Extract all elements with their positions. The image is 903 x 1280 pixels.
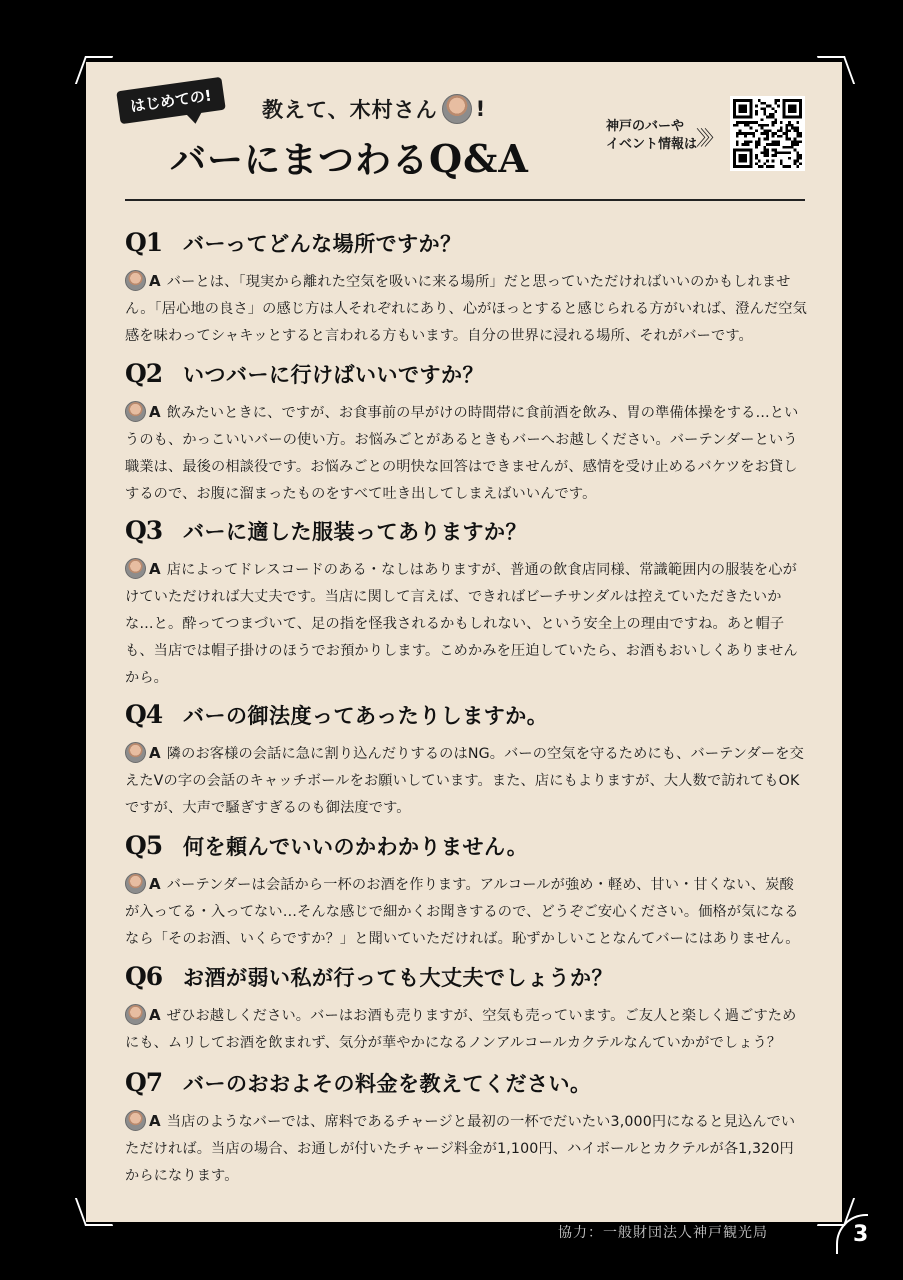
question-number: Q7 <box>125 1068 163 1097</box>
answer-mark: A <box>149 1112 161 1130</box>
question-number: Q5 <box>125 831 163 860</box>
question-text: バーのおおよその料金を教えてください。 <box>183 1072 592 1096</box>
intro-badge: はじめての! <box>116 77 225 124</box>
question-number: Q2 <box>125 359 163 388</box>
answer-paragraph <box>125 268 807 350</box>
answer-text: 店によってドレスコードのある・なしはありますが、普通の飲食店同様、常識範囲内の服装を心がけていただければ大丈夫です。当店に関して言えば、できればビーチサンダルは控えていただきたいかな…と。酔ってつまづいて、足の指を怪我されるかもしれない、という安全上の理由ですね。あと帽子も、当店では帽子掛けのほうでお預かりします。こめかみを圧迫していたら、お酒もおいしくありませんから。 <box>125 562 798 686</box>
kimura-avatar-icon <box>125 1004 146 1025</box>
question-text: お酒が弱い私が行っても大丈夫でしょうか？ <box>183 966 613 990</box>
answer-text: バーとは、「現実から離れた空気を吸いに来る場所」だと思っていただければいいのかもしれません。「居心地の良さ」の感じ方は人それぞれにあり、心がほっとすると感じられる方がいれば、澄んだ空気感を味わってシャキッとすると言われる方もいます。自分の世界に浸れる場所、それがバーです。 <box>125 274 807 344</box>
question-line <box>125 962 807 998</box>
answer-text: 隣のお客様の会話に急に割り込んだりするのはNG。バーの空気を守るためにも、バーテンダーを交えたVの字の会話のキャッチボールをお願いしています。また、店にもよりますが、大人数で訪れてもOKですが、大声で騒ぎすぎるのも御法度です。 <box>125 746 804 816</box>
page-number: 3 <box>853 1222 869 1247</box>
kimura-avatar-icon <box>125 873 146 894</box>
question-line <box>125 516 807 552</box>
kimura-avatar-icon <box>125 558 146 579</box>
answer-mark: A <box>149 560 161 578</box>
question-text: 何を頼んでいいのかわかりません。 <box>183 835 529 859</box>
answer-text: 飲みたいときに、ですが、お食事前の早がけの時間帯に食前酒を飲み、胃の準備体操をする…というのも、かっこいいバーの使い方。お悩みごとがあるときもバーへお越しください。バーテンダーという職業は、最後の相談役です。お悩みごとの明快な回答はできませんが、感情を受け止めるバケツをお貸しするので、お腹に溜まったものをすべて吐き出してしまえばいいんです。 <box>125 405 799 502</box>
kimura-avatar-icon <box>125 1110 146 1131</box>
question-line <box>125 228 807 264</box>
kimura-avatar-icon <box>125 401 146 422</box>
qa-item-3 <box>125 516 807 692</box>
qr-code-icon <box>733 99 802 168</box>
answer-mark: A <box>149 875 161 893</box>
answer-text: バーテンダーは会話から一杯のお酒を作ります。アルコールが強め・軽め、甘い・甘くない、炭酸が入ってる・入ってない…そんな感じで細かくお聞きするので、どうぞご安心ください。価格が気になるなら「そのお酒、いくらですか？」と聞いていただければ。恥ずかしいことなんてバーにはありません。 <box>125 877 800 947</box>
answer-mark: A <box>149 272 161 290</box>
question-text: バーの御法度ってあったりしますか。 <box>183 704 549 728</box>
page-title <box>170 132 529 183</box>
qa-item-1 <box>125 228 807 350</box>
question-text: いつバーに行けばいいですか？ <box>183 363 484 387</box>
question-number: Q3 <box>125 516 163 545</box>
info-line-1: 神戸のバーや <box>606 119 685 134</box>
event-info-label <box>606 118 697 154</box>
title-main: バーにまつわる <box>170 140 430 181</box>
chevron-right-icon: 〉〉〉 <box>696 126 718 150</box>
answer-text: ぜひお越しください。バーはお酒も売りますが、空気も売っています。ご友人と楽しく過ごすためにも、ムリしてお酒を飲まれず、気分が華やかになるノンアルコールカクテルなんていかがでしょう？ <box>125 1008 797 1051</box>
question-line <box>125 1068 807 1104</box>
kimura-avatar-icon <box>125 270 146 291</box>
answer-paragraph <box>125 1002 807 1057</box>
question-number: Q6 <box>125 962 163 991</box>
question-line <box>125 700 807 736</box>
question-number: Q1 <box>125 228 163 257</box>
question-text: バーってどんな場所ですか？ <box>183 232 462 256</box>
answer-text: 当店のようなバーでは、席料であるチャージと最初の一杯でだいたい3,000円になると見込んでいただければ。当店の場合、お通しが付いたチャージ料金が1,100円、ハイボールとカクテルが各1,320円からになります。 <box>125 1114 796 1184</box>
qa-item-5 <box>125 831 807 953</box>
answer-paragraph <box>125 740 807 822</box>
qa-item-7 <box>125 1068 807 1190</box>
qa-item-2 <box>125 359 807 508</box>
question-text: バーに適した服装ってありますか？ <box>183 520 527 544</box>
header-divider <box>125 199 805 201</box>
info-line-2: イベント情報は <box>606 137 698 152</box>
page-subtitle <box>262 94 486 124</box>
kimura-avatar-icon <box>442 94 472 124</box>
answer-mark: A <box>149 403 161 421</box>
qa-item-6 <box>125 962 807 1057</box>
qr-code[interactable] <box>730 96 805 171</box>
question-line <box>125 359 807 395</box>
footer-credit: 協力：一般財団法人神戸観光局 <box>558 1225 768 1241</box>
answer-paragraph <box>125 1108 807 1190</box>
answer-paragraph <box>125 871 807 953</box>
title-qa: Q&A <box>429 136 529 181</box>
answer-mark: A <box>149 1006 161 1024</box>
kimura-avatar-icon <box>125 742 146 763</box>
answer-mark: A <box>149 744 161 762</box>
answer-paragraph <box>125 399 807 508</box>
question-number: Q4 <box>125 700 163 729</box>
qa-item-4 <box>125 700 807 822</box>
question-line <box>125 831 807 867</box>
answer-paragraph <box>125 556 807 692</box>
subtitle-text: 教えて、木村さん <box>262 98 438 122</box>
subtitle-exclaim: ! <box>475 97 487 121</box>
